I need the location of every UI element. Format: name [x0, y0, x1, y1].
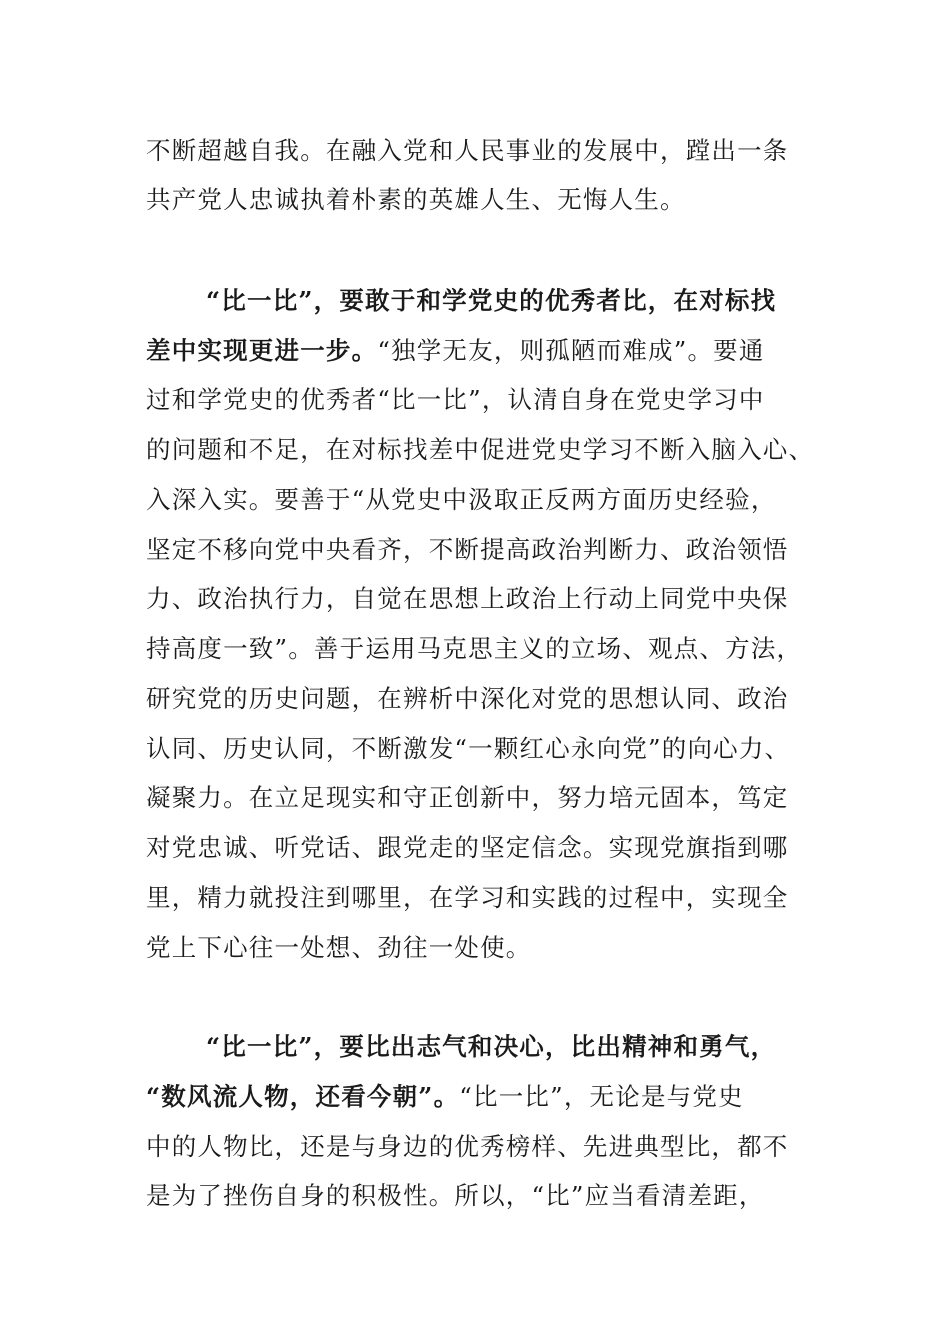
paragraph-2-line-7: 力、政治执行力，自觉在思想上政治上行动上同党中央保 — [146, 584, 789, 613]
paragraph-2-line-2-text: “独学无友，则孤陋而难成”。要通 — [377, 336, 765, 365]
paragraph-3-heading-end: “数风流人物，还看今朝”。 — [146, 1082, 460, 1111]
paragraph-1-line-2: 共产党人忠诚执着朴素的英雄人生、无悔人生。 — [146, 185, 686, 214]
paragraph-1-line-1: 不断超越自我。在融入党和人民事业的发展中，蹚出一条 — [146, 136, 789, 165]
paragraph-2-heading-line-1: “比一比”，要敢于和学党史的优秀者比，在对标找 — [206, 286, 777, 315]
paragraph-2-line-9: 研究党的历史问题，在辨析中深化对党的思想认同、政治 — [146, 684, 789, 713]
paragraph-2-heading-end: 差中实现更进一步。 — [146, 336, 378, 365]
paragraph-2-line-11: 凝聚力。在立足现实和守正创新中，努力培元固本，笃定 — [146, 783, 789, 812]
paragraph-3-line-2-text: “比一比”，无论是与党史 — [459, 1082, 744, 1111]
paragraph-3-line-3: 中的人物比，还是与身边的优秀榜样、先进典型比，都不 — [146, 1132, 789, 1161]
paragraph-2-line-3: 过和学党史的优秀者“比一比”，认清自身在党史学习中 — [146, 385, 765, 414]
paragraph-3-line-4: 是为了挫伤自身的积极性。所以，“比”应当看清差距， — [146, 1181, 765, 1210]
paragraph-2-line-8: 持高度一致”。善于运用马克思主义的立场、观点、方法， — [146, 634, 803, 663]
paragraph-2-line-10: 认同、历史认同，不断激发“一颗红心永向党”的向心力、 — [146, 734, 791, 763]
paragraph-2-line-13: 里，精力就投注到哪里，在学习和实践的过程中，实现全 — [146, 883, 789, 912]
paragraph-3-line-2 — [146, 1081, 796, 1113]
paragraph-2-line-14: 党上下心往一处想、劲往一处使。 — [146, 933, 532, 962]
paragraph-2-line-5: 入深入实。要善于“从党史中汲取正反两方面历史经验， — [146, 485, 777, 514]
paragraph-2-line-12: 对党忠诚、听党话、跟党走的坚定信念。实现党旗指到哪 — [146, 833, 789, 862]
paragraph-2-line-2 — [146, 335, 796, 367]
paragraph-2-line-6: 坚定不移向党中央看齐，不断提高政治判断力、政治领悟 — [146, 535, 789, 564]
paragraph-2-line-4: 的问题和不足，在对标找差中促进党史学习不断入脑入心、 — [146, 435, 815, 464]
paragraph-3-heading-line-1: “比一比”，要比出志气和决心，比出精神和勇气， — [206, 1032, 777, 1061]
